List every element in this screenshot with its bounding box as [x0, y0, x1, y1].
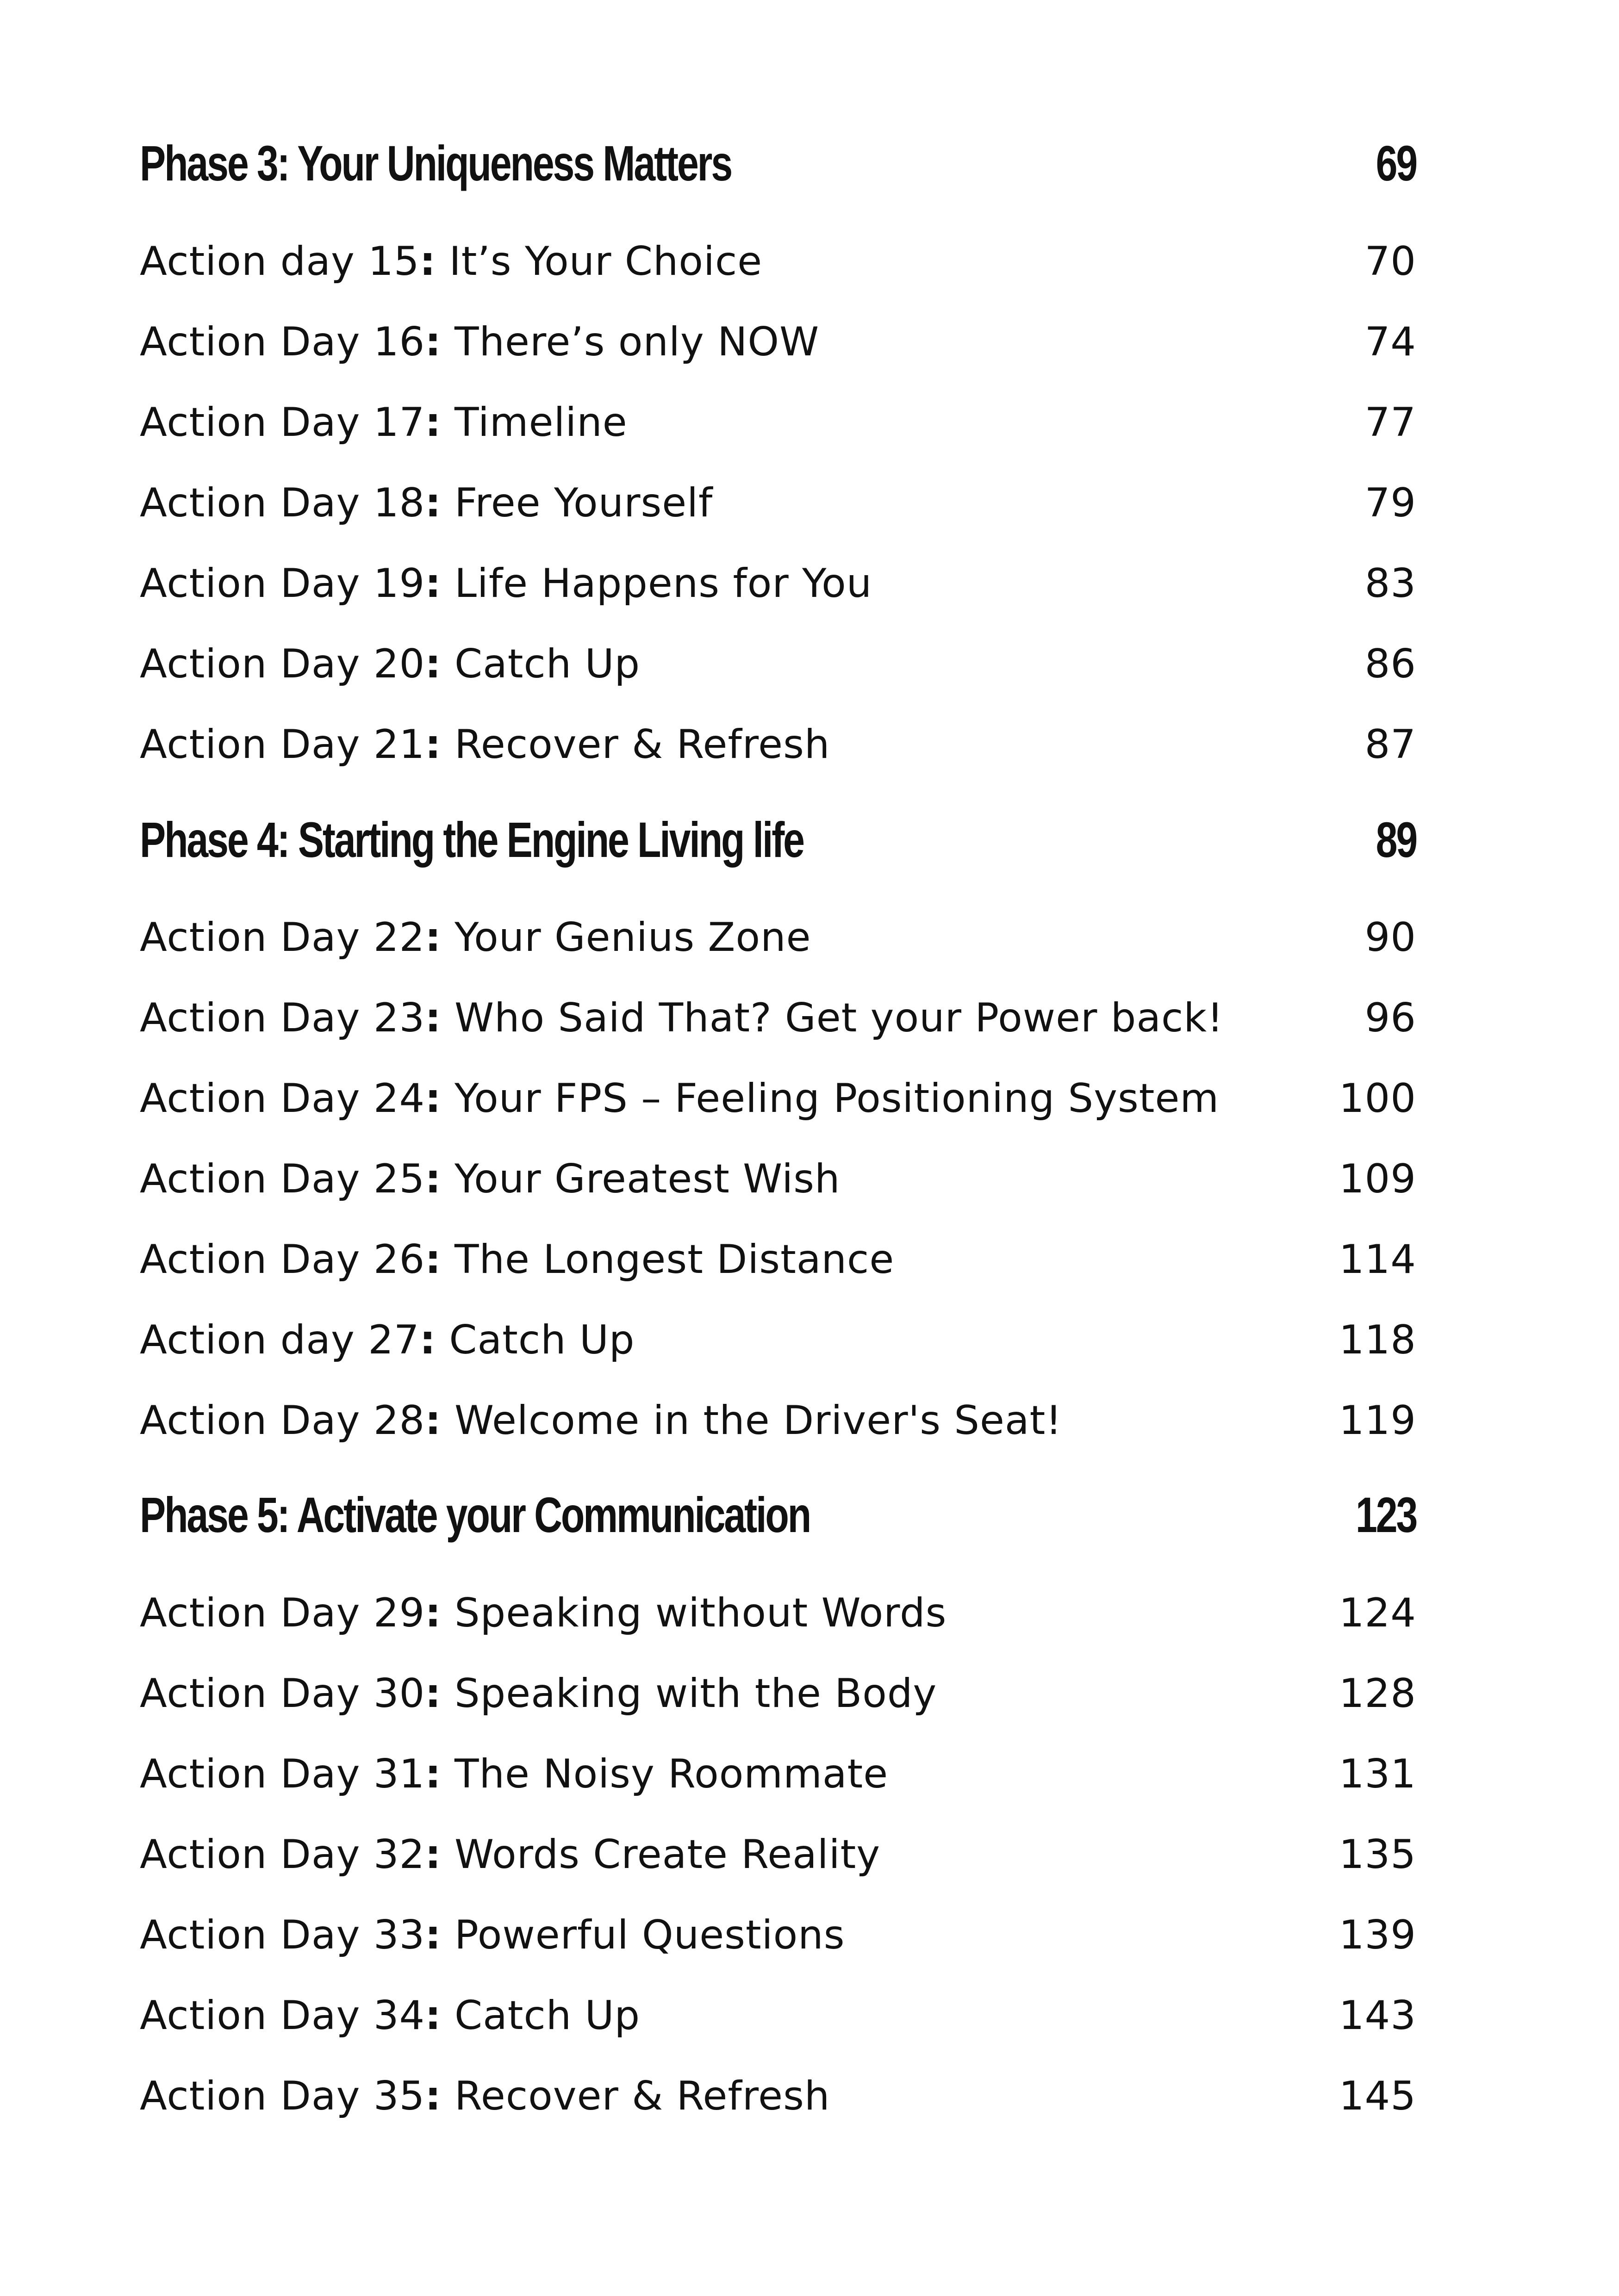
entry-text: Action Day 19: Life Happens for You: [140, 560, 872, 607]
entry-label: Action Day 26: [140, 1236, 425, 1283]
entry-label: Action day 27: [140, 1317, 420, 1363]
phase-page-number: 69: [1376, 135, 1416, 191]
entry-title: Speaking with the Body: [455, 1670, 937, 1717]
phase-title: Phase 3: Your Uniqueness Matters: [140, 135, 732, 191]
entry-title: Speaking without Words: [455, 1590, 947, 1636]
entry-text: Action Day 28: Welcome in the Driver's Seat!: [140, 1397, 1062, 1444]
entry-text: Action day 27: Catch Up: [140, 1317, 635, 1363]
entry-label: Action Day 24: [140, 1075, 425, 1122]
toc-entry[interactable]: [140, 1236, 1416, 1283]
entry-title: Welcome in the Driver's Seat!: [455, 1397, 1062, 1444]
entry-page-number: 128: [1339, 1670, 1416, 1717]
entry-label: Action Day 35: [140, 2073, 425, 2119]
toc-entry[interactable]: [140, 1912, 1416, 1958]
entry-page-number: 96: [1364, 995, 1416, 1041]
entry-page-number: 109: [1339, 1156, 1416, 1202]
toc-entry[interactable]: [140, 914, 1416, 961]
entry-title: Recover & Refresh: [455, 721, 830, 768]
entry-page-number: 90: [1364, 914, 1416, 961]
entry-title: Catch Up: [455, 641, 641, 687]
entry-page-number: 124: [1339, 1590, 1416, 1636]
toc-entry[interactable]: [140, 1317, 1416, 1363]
entry-text: Action Day 24: Your FPS – Feeling Positioning System: [140, 1075, 1220, 1122]
toc-entry[interactable]: [140, 1075, 1416, 1122]
entry-label: Action Day 29: [140, 1590, 425, 1636]
entry-page-number: 70: [1364, 238, 1416, 285]
entry-text: Action Day 32: Words Create Reality: [140, 1831, 881, 1878]
phase-page-number: 123: [1355, 1487, 1416, 1543]
toc-entry[interactable]: [140, 995, 1416, 1041]
entry-title: Your Genius Zone: [455, 914, 811, 961]
entry-label: Action Day 25: [140, 1156, 425, 1202]
entry-page-number: 139: [1339, 1912, 1416, 1958]
toc-entry[interactable]: [140, 319, 1416, 365]
entry-label: Action Day 17: [140, 399, 425, 446]
entry-title: Life Happens for You: [455, 560, 872, 607]
entry-text: Action Day 35: Recover & Refresh: [140, 2073, 830, 2119]
entry-label: Action Day 21: [140, 721, 425, 768]
entry-title: Recover & Refresh: [455, 2073, 830, 2119]
phase-title: Phase 4: Starting the Engine Living life: [140, 812, 803, 868]
entry-label: Action Day 34: [140, 1992, 425, 2039]
toc-entry[interactable]: [140, 1670, 1416, 1717]
entry-label: Action day 15: [140, 238, 420, 285]
phase-heading[interactable]: [140, 134, 1416, 192]
entry-text: Action Day 21: Recover & Refresh: [140, 721, 830, 768]
toc-entry[interactable]: [140, 1992, 1416, 2039]
entry-page-number: 135: [1339, 1831, 1416, 1878]
toc-entry[interactable]: [140, 238, 1416, 285]
toc-entry[interactable]: [140, 1831, 1416, 1878]
entry-text: Action Day 26: The Longest Distance: [140, 1236, 895, 1283]
entry-text: Action Day 31: The Noisy Roommate: [140, 1751, 889, 1797]
entry-text: Action Day 16: There’s only NOW: [140, 319, 820, 365]
entry-title: Powerful Questions: [455, 1912, 845, 1958]
entry-label: Action Day 33: [140, 1912, 425, 1958]
entry-title: There’s only NOW: [455, 319, 820, 365]
entry-page-number: 77: [1364, 399, 1416, 446]
toc-entry[interactable]: [140, 1751, 1416, 1797]
toc-entry[interactable]: [140, 2073, 1416, 2119]
phase-title: Phase 5: Activate your Communication: [140, 1487, 810, 1543]
entry-page-number: 145: [1339, 2073, 1416, 2119]
entry-page-number: 100: [1339, 1075, 1416, 1122]
entry-label: Action Day 32: [140, 1831, 425, 1878]
entry-label: Action Day 19: [140, 560, 425, 607]
phase-heading[interactable]: [140, 1486, 1416, 1544]
entry-label: Action Day 22: [140, 914, 425, 961]
entry-page-number: 74: [1364, 319, 1416, 365]
entry-text: Action Day 33: Powerful Questions: [140, 1912, 845, 1958]
entry-text: Action Day 30: Speaking with the Body: [140, 1670, 937, 1717]
toc-entry[interactable]: [140, 1590, 1416, 1636]
entry-text: Action Day 22: Your Genius Zone: [140, 914, 811, 961]
entry-page-number: 114: [1339, 1236, 1416, 1283]
entry-page-number: 118: [1339, 1317, 1416, 1363]
entry-page-number: 119: [1339, 1397, 1416, 1444]
entry-title: Catch Up: [449, 1317, 635, 1363]
entry-label: Action Day 28: [140, 1397, 425, 1444]
entry-label: Action Day 20: [140, 641, 425, 687]
entry-title: The Longest Distance: [455, 1236, 895, 1283]
entry-text: Action Day 17: Timeline: [140, 399, 628, 446]
phase-heading[interactable]: [140, 811, 1416, 869]
toc-entry[interactable]: [140, 1397, 1416, 1444]
entry-page-number: 79: [1364, 480, 1416, 526]
entry-title: It’s Your Choice: [449, 238, 763, 285]
entry-title: Your FPS – Feeling Positioning System: [455, 1075, 1220, 1122]
entry-page-number: 143: [1339, 1992, 1416, 2039]
entry-page-number: 83: [1364, 560, 1416, 607]
entry-title: The Noisy Roommate: [455, 1751, 889, 1797]
entry-text: Action day 15: It’s Your Choice: [140, 238, 763, 285]
toc-entry[interactable]: [140, 480, 1416, 526]
entry-label: Action Day 31: [140, 1751, 425, 1797]
entry-title: Free Yourself: [455, 480, 713, 526]
toc-entry[interactable]: [140, 721, 1416, 768]
phase-page-number: 89: [1376, 812, 1416, 868]
entry-text: Action Day 20: Catch Up: [140, 641, 641, 687]
toc-entry[interactable]: [140, 399, 1416, 446]
entry-title: Your Greatest Wish: [455, 1156, 841, 1202]
entry-title: Catch Up: [455, 1992, 641, 2039]
entry-label: Action Day 30: [140, 1670, 425, 1717]
entry-text: Action Day 25: Your Greatest Wish: [140, 1156, 841, 1202]
entry-text: Action Day 29: Speaking without Words: [140, 1590, 947, 1636]
entry-title: Words Create Reality: [455, 1831, 881, 1878]
toc-entry[interactable]: [140, 641, 1416, 687]
entry-text: Action Day 34: Catch Up: [140, 1992, 641, 2039]
entry-text: Action Day 18: Free Yourself: [140, 480, 713, 526]
entry-page-number: 131: [1339, 1751, 1416, 1797]
entry-title: Timeline: [455, 399, 628, 446]
toc-entry[interactable]: [140, 560, 1416, 607]
entry-page-number: 87: [1364, 721, 1416, 768]
entry-page-number: 86: [1364, 641, 1416, 687]
entry-label: Action Day 16: [140, 319, 425, 365]
entry-label: Action Day 18: [140, 480, 425, 526]
toc-entry[interactable]: [140, 1156, 1416, 1202]
entry-title: Who Said That? Get your Power back!: [455, 995, 1224, 1041]
entry-label: Action Day 23: [140, 995, 425, 1041]
entry-text: Action Day 23: Who Said That? Get your Power back!: [140, 995, 1224, 1041]
